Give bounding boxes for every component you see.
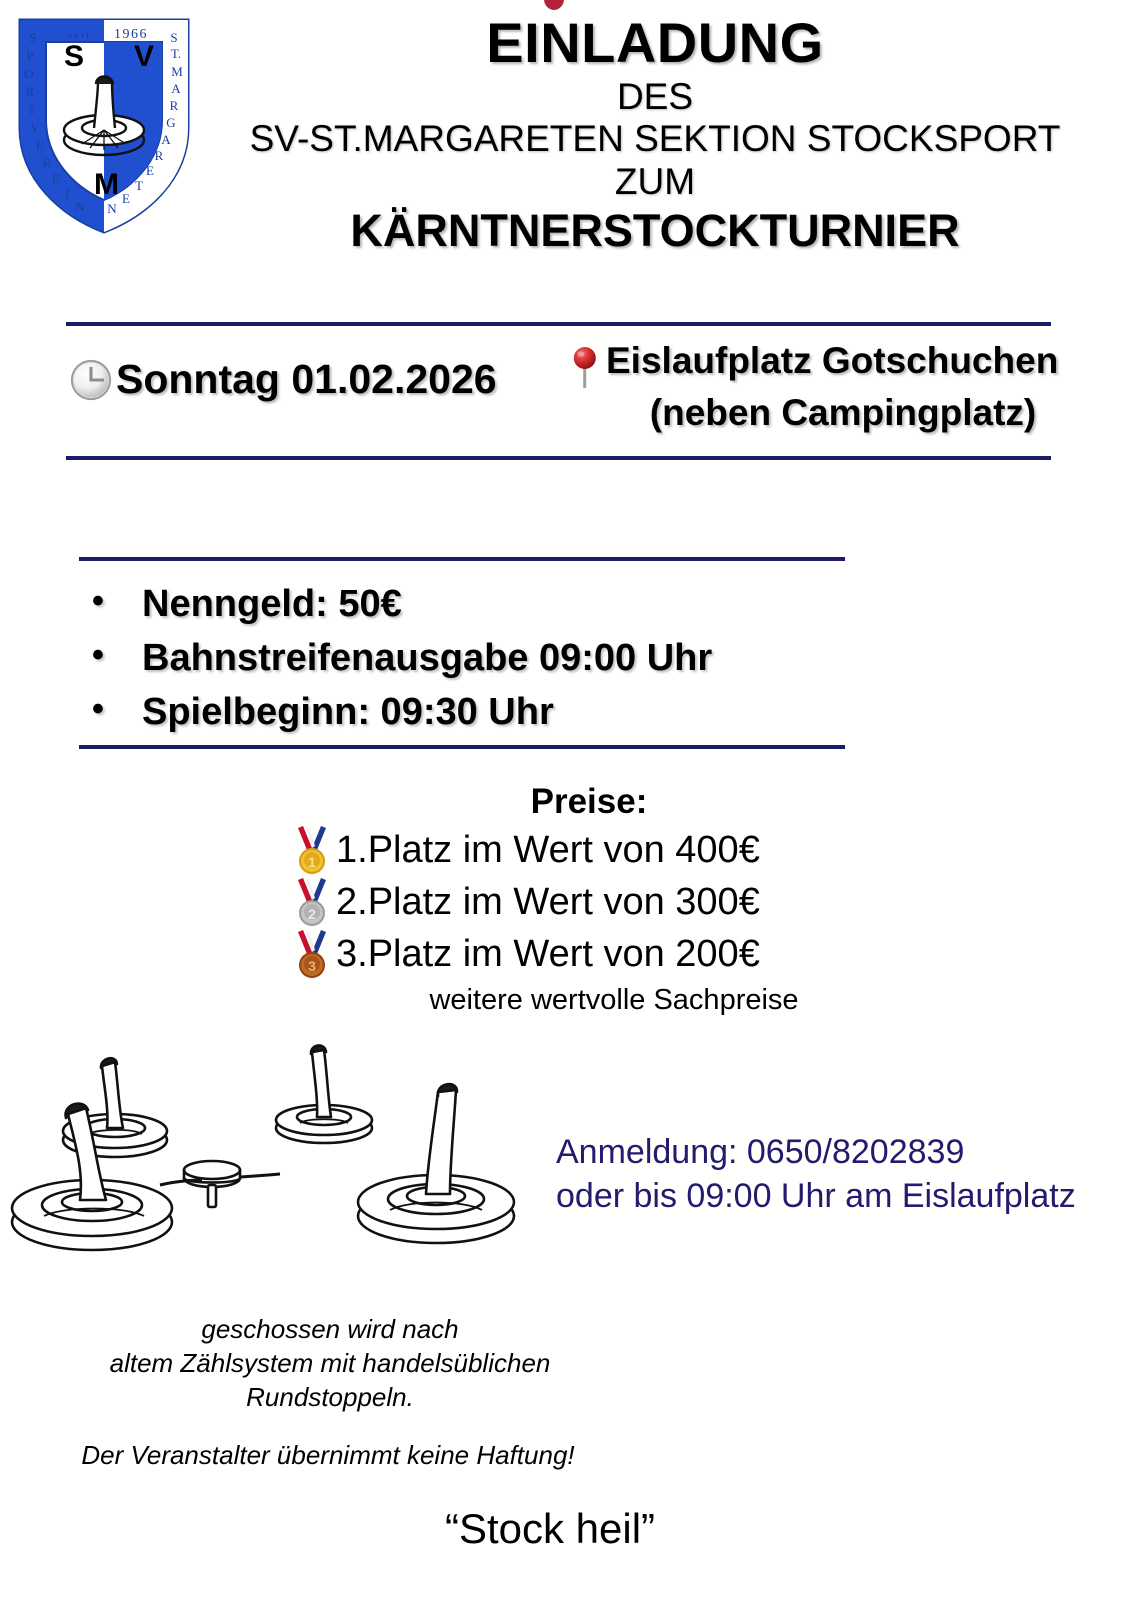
svg-text:seit: seit [68,29,92,41]
svg-text:T: T [135,178,143,193]
svg-text:E: E [36,138,44,153]
list-item: • Bahnstreifenausgabe 09:00 Uhr [80,632,880,686]
details-list [80,578,880,740]
silver-medal-icon [290,876,334,928]
top-red-dot [544,0,564,10]
header-club-name: SV-ST.MARGARETEN SEKTION STOCKSPORT [249,118,1061,160]
registration-info [556,1131,1116,1218]
header-des: DES [616,75,694,117]
svg-text:T.: T. [170,46,182,61]
svg-text:O: O [24,66,34,81]
event-info [60,340,1090,450]
svg-text:1966: 1966 [114,27,148,42]
header-tournament-name: KÄRNTNERSTOCKTURNIER [350,205,960,257]
divider-before-details [79,557,845,561]
prize-text-first: 1.Platz im Wert von 400€ [336,828,760,871]
scoring-rules-line3: Rundstoppeln. [246,1381,414,1412]
svg-text:P: P [26,48,34,63]
divider-after-event [66,456,1051,460]
list-item: • Spielbeginn: 09:30 Uhr [80,686,880,740]
poster-header [200,11,1110,257]
svg-text:R: R [42,155,52,170]
liability-note: Der Veranstalter übernimmt keine Haftung! [81,1440,575,1470]
svg-text:E: E [52,171,60,186]
divider-after-details [79,745,845,749]
prizes-extra-note: weitere wertvolle Sachpreise [429,984,799,1016]
event-date: Sonntag 01.02.2026 [116,356,497,402]
divider-top [66,322,1051,326]
eisstock-line-art [2,1000,542,1270]
header-zum: ZUM [614,161,696,203]
prize-text-second: 2.Platz im Wert von 300€ [336,880,760,923]
svg-text:R: R [25,84,35,99]
svg-text:1: 1 [308,854,316,870]
svg-text:S: S [29,30,37,45]
svg-text:R: R [154,148,164,163]
event-venue-block [568,340,1088,434]
prize-text-third: 3.Platz im Wert von 200€ [336,932,760,975]
scoring-rules-line1: geschossen wird nach [201,1314,459,1344]
svg-text:N: N [75,199,85,214]
svg-text:E: E [146,163,154,178]
svg-text:2: 2 [308,906,316,922]
scoring-rules-note [60,1313,600,1414]
club-logo [6,8,202,240]
prize-row-third [290,928,910,980]
registration-alt: oder bis 09:00 Uhr am Eislaufplatz [556,1176,1076,1215]
closing-motto: “Stock heil” [444,1505,656,1552]
svg-text:G: G [166,115,176,130]
svg-text:3: 3 [308,958,316,974]
scoring-rules-line2: altem Zählsystem mit handelsüblichen [109,1347,551,1378]
event-date-block [68,356,497,403]
clock-icon [68,357,114,403]
list-item: • Nenngeld: 50€ [80,578,880,632]
svg-text:V: V [30,120,40,135]
svg-text:V: V [134,40,155,73]
prize-row-second [290,876,910,928]
svg-text:S: S [64,40,85,73]
event-venue-line2: (neben Campingplatz) [649,392,1037,433]
registration-phone: Anmeldung: 0650/8202839 [556,1133,965,1171]
svg-text:A: A [161,132,171,147]
svg-text:A: A [171,81,181,96]
bronze-medal-icon [290,928,334,980]
prizes-section [290,782,910,1017]
svg-text:R: R [169,98,179,113]
svg-text:T: T [28,102,36,117]
prizes-title: Preise: [530,782,648,821]
page-title: EINLADUNG [486,11,824,74]
svg-text:N: N [107,201,117,216]
svg-text:E: E [122,191,130,206]
prize-row-first [290,824,910,876]
svg-text:I: I [64,186,70,201]
gold-medal-icon [290,824,334,876]
map-pin-icon [568,344,602,390]
svg-text:S: S [170,30,178,45]
svg-text:M: M [94,168,119,201]
svg-text:M: M [171,64,183,79]
event-venue-line1: Eislaufplatz Gotschuchen [606,340,1059,381]
